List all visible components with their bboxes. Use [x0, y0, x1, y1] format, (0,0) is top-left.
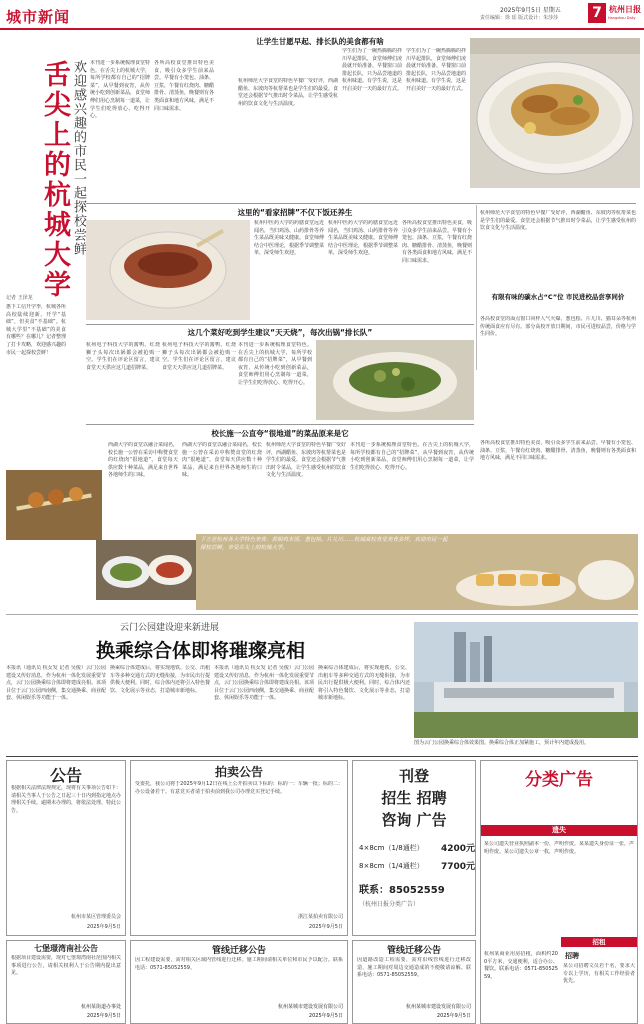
section-body-s2c: 各所高校食堂推出特色美食，吸引众多学生前来品尝。早餐有小笼包、油条、豆浆，午餐有红烧肉、糖醋排骨、清蒸鱼，晚餐则有各类面食和地方风味，满足不同口味需求。: [402, 220, 472, 264]
plates-illustration: [96, 540, 196, 600]
ad-kandeng-line3: 咨询 广告: [381, 811, 447, 829]
ad-qibao-sign: 杭州某街道办事处: [80, 1004, 121, 1010]
reporter: 记者 王泽龙: [6, 295, 33, 301]
ad-gonggao-title: 公告: [49, 766, 82, 785]
news2-headline: 换乘综合体即将璀璨亮相: [96, 640, 306, 662]
ad-guanxian-1-sign: 杭州某城市建设发展有限公司: [277, 1004, 343, 1010]
section-title-s1: 让学生甘愿早起、排长队的美食都有啥: [256, 37, 384, 46]
ad-qibao: [6, 940, 126, 1024]
ad-paimai-title: 拍卖公告: [214, 765, 263, 779]
food-photo-greens: [316, 340, 474, 420]
issue-date: 2025年9月5日 星期五: [500, 7, 561, 14]
news2-body: 本报讯（通讯员 杭女发 记者 吴俊）云门公园建设又传好消息，作为杭州一体化发展重要节点，云门公园换乘综合体即将建成亮相。该项目位于云门公园西南侧，集交通换乘、商业配套、休闲娱乐等功能于一体。: [6, 665, 106, 702]
news2-body-4: 换乘综合体建成后，将实现地铁、公交、出租车等多种交通方式的无缝衔接，为市民出行提供极大便利。同时，综合体内还将引入特色餐饮、文化展示等业态，打造城市新地标。: [318, 665, 410, 702]
divider: [6, 756, 638, 757]
lead-intro: 惠下工信开学季，杭城各所高校陆续迎新。开学“基础”，但美食“不基础”。杭城大学里“不基础”的美食有哪些？在哪儿？记者整理了打卡攻略，欢迎感兴趣的市民一起探校尝鲜！: [6, 304, 66, 356]
ad-guanxian-2-title: 管线迁移公告: [386, 946, 441, 956]
ad-guanxian-2: [352, 940, 476, 1024]
photo-caption: 下方是杭州各大学特色美食：黄焖鸡米饭、葱包桧、片儿川……杭城高校食堂美食多样，欢迎市民一起探校尝鲜，享受舌尖上的杭城大学。: [200, 537, 448, 551]
ad-fenlei-title: 分类广告: [525, 770, 593, 790]
lead-body-2: 各所高校食堂推出特色美食，吸引众多学生前来品尝。早餐有小笼包、油条、豆浆，午餐有红烧肉、糖醋排骨、清蒸鱼，晚餐则有各类面食和地方风味，满足不同口味需求。: [154, 60, 214, 112]
ad-kandeng-price2: 7700元: [441, 862, 476, 872]
ad-qibao-body: 根据项目建设需要，现对七堡璟湾南社范围内相关事项进行公告，请相关权利人于公告期内提出意见。: [11, 955, 121, 977]
section-rule: [6, 614, 638, 615]
platter-illustration: [470, 38, 640, 188]
section-title-s4: 有限有味的碳水占“C”位 市民进校品尝享同价: [491, 293, 625, 301]
news2-body-2: 换乘综合体建成后，将实现地铁、公交、出租车等多种交通方式的无缝衔接，为市民出行提供极大便利。同时，综合体内还将引入特色餐饮、文化展示等业态，打造城市新地标。: [110, 665, 210, 694]
ad-paimai-sign: 浙江某拍卖有限公司: [297, 914, 343, 920]
page-number: 7: [588, 3, 606, 23]
section-body-s3b: 杭州电子科技大学的酱鸭、红烧狮子头每次出锅都会被抢购一空。学生们在评论区留言，建议食堂天天供应这几道招牌菜。: [162, 342, 236, 371]
lead-headline: [38, 60, 70, 310]
building-photo: [414, 622, 638, 738]
lead-deck-text: 欢迎感兴趣的市民一起探校尝鲜: [71, 60, 86, 256]
food-photo-platter: [470, 38, 640, 188]
ad-fenlei-sub3: 招聘: [565, 952, 579, 960]
food-photo-bowl: [86, 220, 250, 320]
ad-kandeng-price1-label: 4×8cm（1/8通栏）: [359, 844, 424, 852]
section-body-s5c: 杭州师范大学食堂的特色早餐广受好评，西湖醋鱼、东坡肉等杭帮菜也是学生们的最爱。食堂还会根据节气推出时令菜品，让学生感受杭州的饮食文化与生活温度。: [266, 442, 346, 479]
divider: [86, 324, 474, 325]
skewer-illustration: [6, 470, 102, 540]
ad-kandeng-price1: 4200元: [441, 844, 476, 854]
ad-paimai-body: 受委托，我公司将于2025年9月12日在线上公开拍卖以下标的：标的一：车辆一批；标的二：办公设备若干。有意竞买者请于拍卖前到我公司办理竞买登记手续。: [135, 781, 343, 795]
section-body-s2: 杭州中医药大学的药膳食堂远近闻名，当归鸡汤、山药排骨等养生菜品既美味又健康。食堂师傅结合中医理论，根据季节调整菜单，深受师生欢迎。: [254, 220, 324, 257]
ad-guanxian-2-date: 2025年9月5日: [436, 1013, 471, 1019]
ad-kandeng-phone-number: 85052559: [389, 885, 445, 896]
section-title-s2: 这里的“看家招牌”不仅下饭还养生: [237, 208, 353, 217]
building-illustration: [414, 622, 638, 738]
ad-kandeng-note: （杭州日报分类广告）: [359, 901, 420, 908]
ad-gonggao-date: 2025年9月5日: [86, 924, 121, 930]
section-body-s5b: 西湖大学的食堂以融合菜闻名，校长施一公曾在采访中称赞食堂的红烧肉“很地道”。食堂每天供应数十种菜品，满足来自世界各地师生的口味。: [182, 442, 262, 479]
ad-fenlei: [480, 760, 638, 1024]
lead-deck: [70, 60, 86, 310]
food-photo-plates: [96, 540, 196, 600]
news2-kicker: 云门公园建设迎来新进展: [120, 623, 220, 633]
section-body-s1: 学生们为了一碗热腾腾的拌川早起排队，食堂师傅们凌晨就开始准备。早餐窗口前排起长队，只为品尝地道的杭州味道。有学生说，这是开启美好一天的最好方式。: [342, 48, 402, 92]
greens-illustration: [316, 340, 474, 420]
lead-body-3: 杭州师范大学食堂的特色早餐广受好评，西湖醋鱼、东坡肉等杭帮菜也是学生们的最爱。食堂还会根据节气推出时令菜品，让学生感受杭州的饮食文化与生活温度。: [238, 78, 338, 107]
ad-kandeng-line2: 招生 招聘: [381, 789, 447, 807]
ad-guanxian-1-date: 2025年9月5日: [308, 1013, 343, 1019]
ad-kandeng-phone: [359, 881, 445, 896]
food-photo-skewer: [6, 470, 102, 540]
ad-gonggao-body: 根据相关法律法规规定，现将有关事项公告如下：请相关当事人于公告之日起三十日内到指定地点办理相关手续。逾期未办理的，将依法处理。特此公告。: [11, 785, 121, 814]
divider: [86, 424, 474, 425]
news2-body-3: 本报讯（通讯员 杭女发 记者 吴俊）云门公园建设又传好消息，作为杭州一体化发展重要节点，云门公园换乘综合体即将建成亮相。该项目位于云门公园西南侧，集交通换乘、商业配套、休闲娱乐等功能于一体。: [214, 665, 314, 702]
ad-fenlei-body2: 杭州某商业用房招租，面积约200平方米，交通便利，适合办公、餐饮。联系电话：0571-85052559。: [484, 951, 558, 980]
ad-fenlei-body3: 某公司招聘文员若干名，要求大专以上学历，有相关工作经验者优先。: [563, 963, 635, 985]
lead-headline-text: 舌尖上的杭城大学: [39, 60, 70, 300]
paper-name: 杭州日报: [609, 4, 641, 14]
ad-guanxian-1-body: 因工程建设需要，需对相关区域内管线进行迁移。施工期间请相关单位和市民予以配合。联系电话：0571-85052559。: [135, 957, 343, 971]
divider: [86, 203, 636, 204]
column-divider: [476, 205, 477, 370]
ad-fenlei-body: 某公司遗失营业执照副本一份，声明作废。某某遗失身份证一张，声明作废。某公司遗失公章一枚，声明作废。: [484, 841, 634, 855]
ad-qibao-title: 七堡璟湾南社公告: [34, 944, 98, 953]
ad-fenlei-sub2-bar: [561, 937, 637, 947]
ad-kandeng-phone-label: 联系：: [359, 885, 389, 896]
ad-kandeng-title: 刊登: [398, 767, 429, 785]
section-title-s5: 校长施一公直夸“很地道”的菜品原来是它: [211, 429, 349, 438]
editors-line: 责任编辑：徐 瑶 版式设计：朱莎莎: [480, 15, 559, 21]
ad-paimai-date: 2025年9月5日: [308, 924, 343, 930]
ad-fenlei-sub: 遗失: [552, 826, 566, 834]
section-title-s3: 这几个菜好吃到学生建议“天天烧”，每次出锅“排长队”: [187, 328, 373, 337]
section-body-s1b: 学生们为了一碗热腾腾的拌川早起排队，食堂师傅们凌晨就开始准备。早餐窗口前排起长队，只为品尝地道的杭州味道。有学生说，这是开启美好一天的最好方式。: [406, 48, 466, 92]
ad-guanxian-2-body: 因道路改造工程需要，需对沿线管线进行迁移改造，施工期间对周边交通造成的不便敬请谅解。联系电话：0571-85052559。: [357, 957, 471, 979]
ad-guanxian-1-title: 管线迁移公告: [211, 946, 266, 956]
ad-paimai: [130, 760, 348, 936]
ad-fenlei-sub-bar: [481, 825, 637, 836]
paper-name-en: Hangzhou Daily: [608, 16, 636, 20]
news2-caption: 图为云门公园换乘综合体效果图。换乘综合体正加紧施工，预计年内建成投用。: [414, 740, 590, 746]
ad-kandeng: [352, 760, 476, 936]
section-title: 城市新闻: [6, 8, 71, 26]
masthead: [0, 0, 644, 30]
ad-guanxian-1: [130, 940, 348, 1024]
section-body-s4: 各高校食堂的面点窗口同样人气火爆，葱包桧、片儿川、猫耳朵等杭州传统面食应有尽有。部分高校开放日期间，市民可进校品尝，价格与学生同价。: [480, 316, 636, 338]
ad-gonggao: [6, 760, 126, 936]
ad-qibao-date: 2025年9月5日: [86, 1013, 121, 1019]
masthead-rule: [0, 28, 644, 30]
bowl-illustration: [86, 220, 250, 320]
section-body-s5: 西湖大学的食堂以融合菜闻名，校长施一公曾在采访中称赞食堂的红烧肉“很地道”。食堂每天供应数十种菜品，满足来自世界各地师生的口味。: [108, 442, 178, 479]
section-body-s4b: 各所高校食堂推出特色美食，吸引众多学生前来品尝。早餐有小笼包、油条、豆浆，午餐有红烧肉、糖醋排骨、清蒸鱼，晚餐则有各类面食和地方风味，满足不同口味需求。: [480, 440, 636, 462]
ad-guanxian-2-sign: 杭州某城市建设发展有限公司: [405, 1004, 471, 1010]
section-body-s5d: 本刊进一步系统梳理食堂特色。在舌尖上的杭城大学，每所学校都有自己的“招牌菜”，从早餐到夜宵，从传统小吃到创新菜品，食堂师傅们用心烹制每一道菜，让学生们吃得放心、吃得开心。: [350, 442, 474, 471]
food-photo-assortment: [196, 534, 638, 610]
section-body-s3: 杭州电子科技大学的酱鸭、红烧狮子头每次出锅都会被抢购一空。学生们在评论区留言，建议食堂天天供应这几道招牌菜。: [86, 342, 160, 371]
ad-fenlei-sub2: 招租: [592, 938, 606, 946]
ad-kandeng-price2-label: 8×8cm（1/4通栏）: [359, 862, 424, 870]
section-body-s2b: 杭州中医药大学的药膳食堂远近闻名，当归鸡汤、山药排骨等养生菜品既美味又健康。食堂师傅结合中医理论，根据季节调整菜单，深受师生欢迎。: [328, 220, 398, 257]
section-body-s3c: 本刊进一步系统梳理食堂特色。在舌尖上的杭城大学，每所学校都有自己的“招牌菜”，从早餐到夜宵，从传统小吃到创新菜品，食堂师傅们用心烹制每一道菜，让学生们吃得放心、吃得开心。: [238, 342, 312, 386]
lead-body-1: 本刊进一步系统梳理食堂特色。在舌尖上的杭城大学，每所学校都有自己的“招牌菜”，从早餐到夜宵，从传统小吃到创新菜品，食堂师傅们用心烹制每一道菜，让学生们吃得放心、吃得开心。: [90, 60, 150, 120]
ad-gonggao-sign: 杭州市某区管理委员会: [70, 914, 121, 920]
right-col-body: 杭州师范大学食堂的特色早餐广受好评，西湖醋鱼、东坡肉等杭帮菜也是学生们的最爱。食堂还会根据节气推出时令菜品，让学生感受杭州的饮食文化与生活温度。: [480, 210, 636, 232]
